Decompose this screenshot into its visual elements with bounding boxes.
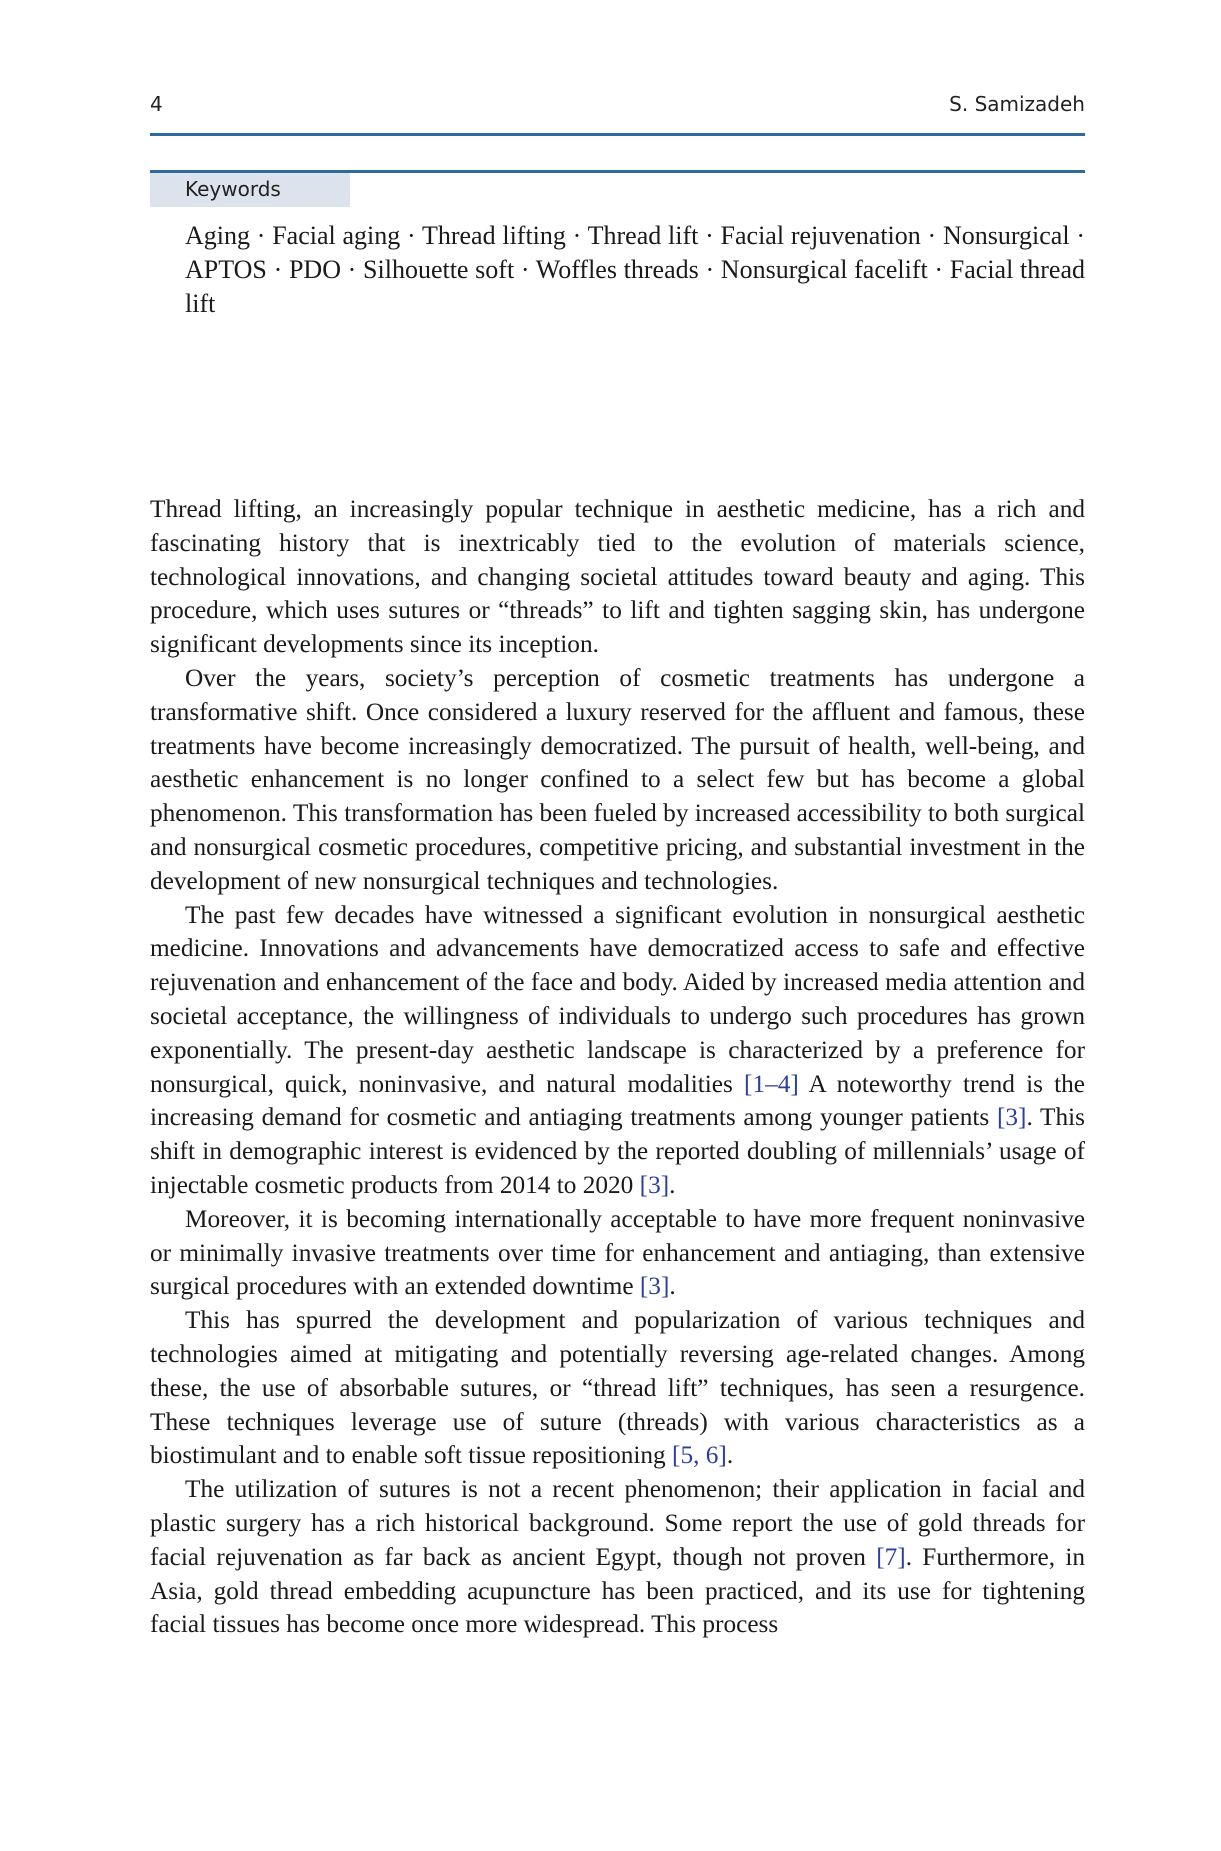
paragraph — [150, 899, 1085, 1203]
paragraph-text: . Furthermore, in Asia, gold thread embedding acupuncture has been practiced, and its use for tightening facial tissues has become once more widespread. This process — [150, 1542, 1086, 1639]
running-head-author: S. Samizadeh — [949, 92, 1085, 116]
paragraph-text: . — [726, 1441, 734, 1470]
header-rule — [150, 133, 1085, 136]
paragraph — [150, 1203, 1085, 1304]
paragraph-text: . This shift in demographic interest is evidenced by the reported doubling of millennials’ usage of injectable cosmetic products from 2014 to 2020 — [150, 1103, 1085, 1199]
keywords-list: Aging · Facial aging · Thread lifting · Thread lift · Facial rejuvenation · Nonsurgical · APTOS · PDO · Silhouette soft · Woffles threads · Nonsurgical facelift · Facial thread lift — [185, 221, 1085, 318]
paragraph-text: Moreover, it is becoming internationally acceptable to have more frequent noninvasive or minimally invasive treatments over time for enhancement and antiaging, than extensive surgical procedures with an extended downtime — [150, 1204, 1085, 1301]
paragraph-text: This has spurred the development and popularization of various techniques and technologies aimed at mitigating and potentially reversing age-related changes. Among these, the use of absorbable sutures, or “thread lift” techniques, has seen a resurgence. These techniques leverage use of suture (threads) with various characteristics as a biostimulant and to enable soft tissue repositioning — [150, 1306, 1085, 1470]
paragraph: Over the years, society’s perception of cosmetic treatments has undergone a transformative shift. Once considered a luxury reserved for the affluent and famous, these treatments have become increasingly democratized. The pursuit of health, well-being, and aesthetic enhancement is no longer confined to a select few but has become a global phenomenon. This transformation has been fueled by increased accessibility to both surgical and nonsurgical cosmetic procedures, competitive pricing, and substantial investment in the development of new nonsurgical techniques and technologies. — [150, 663, 1085, 895]
paragraph — [150, 1304, 1085, 1473]
citation-link[interactable]: [5, 6] — [672, 1441, 727, 1470]
paragraph — [150, 1473, 1085, 1642]
citation-link[interactable]: [3] — [639, 1170, 670, 1199]
citation-link[interactable]: [3] — [996, 1103, 1027, 1132]
paragraph-text: A noteworthy trend is the increasing demand for cosmetic and antiaging treatments among younger patients — [150, 1069, 1085, 1132]
page-number: 4 — [150, 92, 163, 116]
paragraph-text: . — [669, 1170, 676, 1199]
body-text — [150, 493, 1085, 1642]
paragraph-text: The utilization of sutures is not a recent phenomenon; their application in facial and plastic surgery has a rich historical background. Some report the use of gold threads for facial rejuvenation as far back as ancient Egypt, though not proven — [150, 1475, 1085, 1571]
keywords-heading-box — [150, 173, 350, 207]
keywords-heading: Keywords — [185, 177, 281, 201]
running-head — [150, 92, 1085, 122]
paragraph: Thread lifting, an increasingly popular technique in aesthetic medicine, has a rich and fascinating history that is inextricably tied to the evolution of materials science, technological innovations, and changing societal attitudes toward beauty and aging. This procedure, which uses sutures or “threads” to lift and tighten sagging skin, has undergone significant developments since its inception. — [150, 495, 1085, 659]
citation-link[interactable]: [1–4] — [744, 1069, 799, 1098]
citation-link[interactable]: [7] — [876, 1542, 906, 1571]
citation-link[interactable]: [3] — [639, 1272, 670, 1301]
paragraph-text: The past few decades have witnessed a significant evolution in nonsurgical aesthetic medicine. Innovations and advancements have democratized access to safe and effective rejuvenation and enhancement of the face and body. Aided by increased media attention and societal acceptance, the willingness of individuals to undergo such procedures has grown exponentially. The present-day aesthetic landscape is characterized by a preference for nonsurgical, quick, noninvasive, and natural modalities — [150, 900, 1085, 1098]
paragraph-text: . — [669, 1272, 676, 1301]
